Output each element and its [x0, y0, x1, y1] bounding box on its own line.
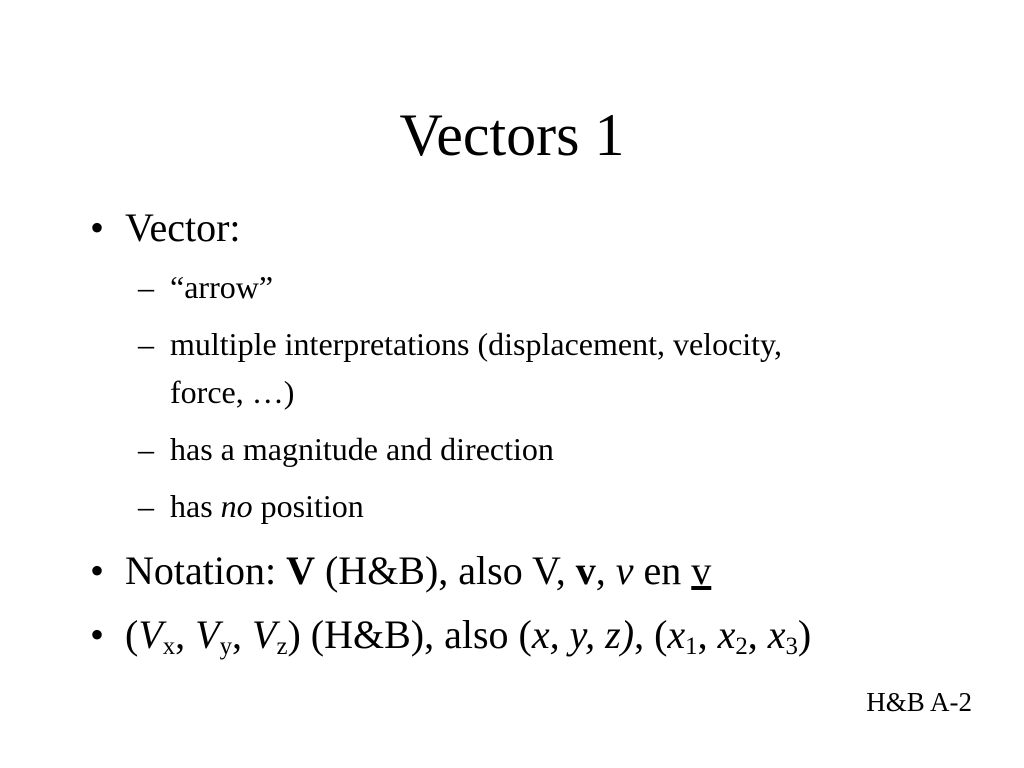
dash-glyph: – — [138, 488, 154, 524]
sub-bullet-interpretations-line2: force, …) — [170, 374, 295, 410]
underlined-v: v — [691, 548, 712, 593]
sub-bullet-interpretations-line1: multiple interpretations (displacement, velocity, — [170, 326, 782, 362]
bullet-notation: Notation: V (H&B), also V, v, v en v — [125, 548, 712, 593]
dash-glyph: – — [138, 431, 154, 467]
bullet-components: ($V_x$, $V_y$, $V_z$) (H&B), also (x, y, z), ($x_1$, $x_2$, $x_3$) — [125, 612, 812, 661]
bullet-glyph: • — [90, 548, 105, 593]
dash-glyph: – — [138, 269, 154, 305]
bullet-vector: Vector: — [125, 205, 241, 250]
emphasis-no: no — [220, 488, 253, 524]
bold-V: V — [286, 548, 315, 593]
dash-glyph: – — [138, 326, 154, 362]
sub-bullet-magnitude: has a magnitude and direction — [170, 431, 554, 467]
sub-bullet-no-position: has no position — [170, 488, 364, 524]
bold-v: v — [575, 548, 596, 593]
bullet-glyph: • — [90, 612, 105, 657]
bullet-glyph: • — [90, 205, 105, 250]
sub-bullet-arrow: “arrow” — [170, 269, 274, 305]
slide-title: Vectors 1 — [399, 102, 625, 168]
slide-footer: H&B A-2 — [866, 687, 972, 717]
italic-v: v — [615, 548, 634, 593]
